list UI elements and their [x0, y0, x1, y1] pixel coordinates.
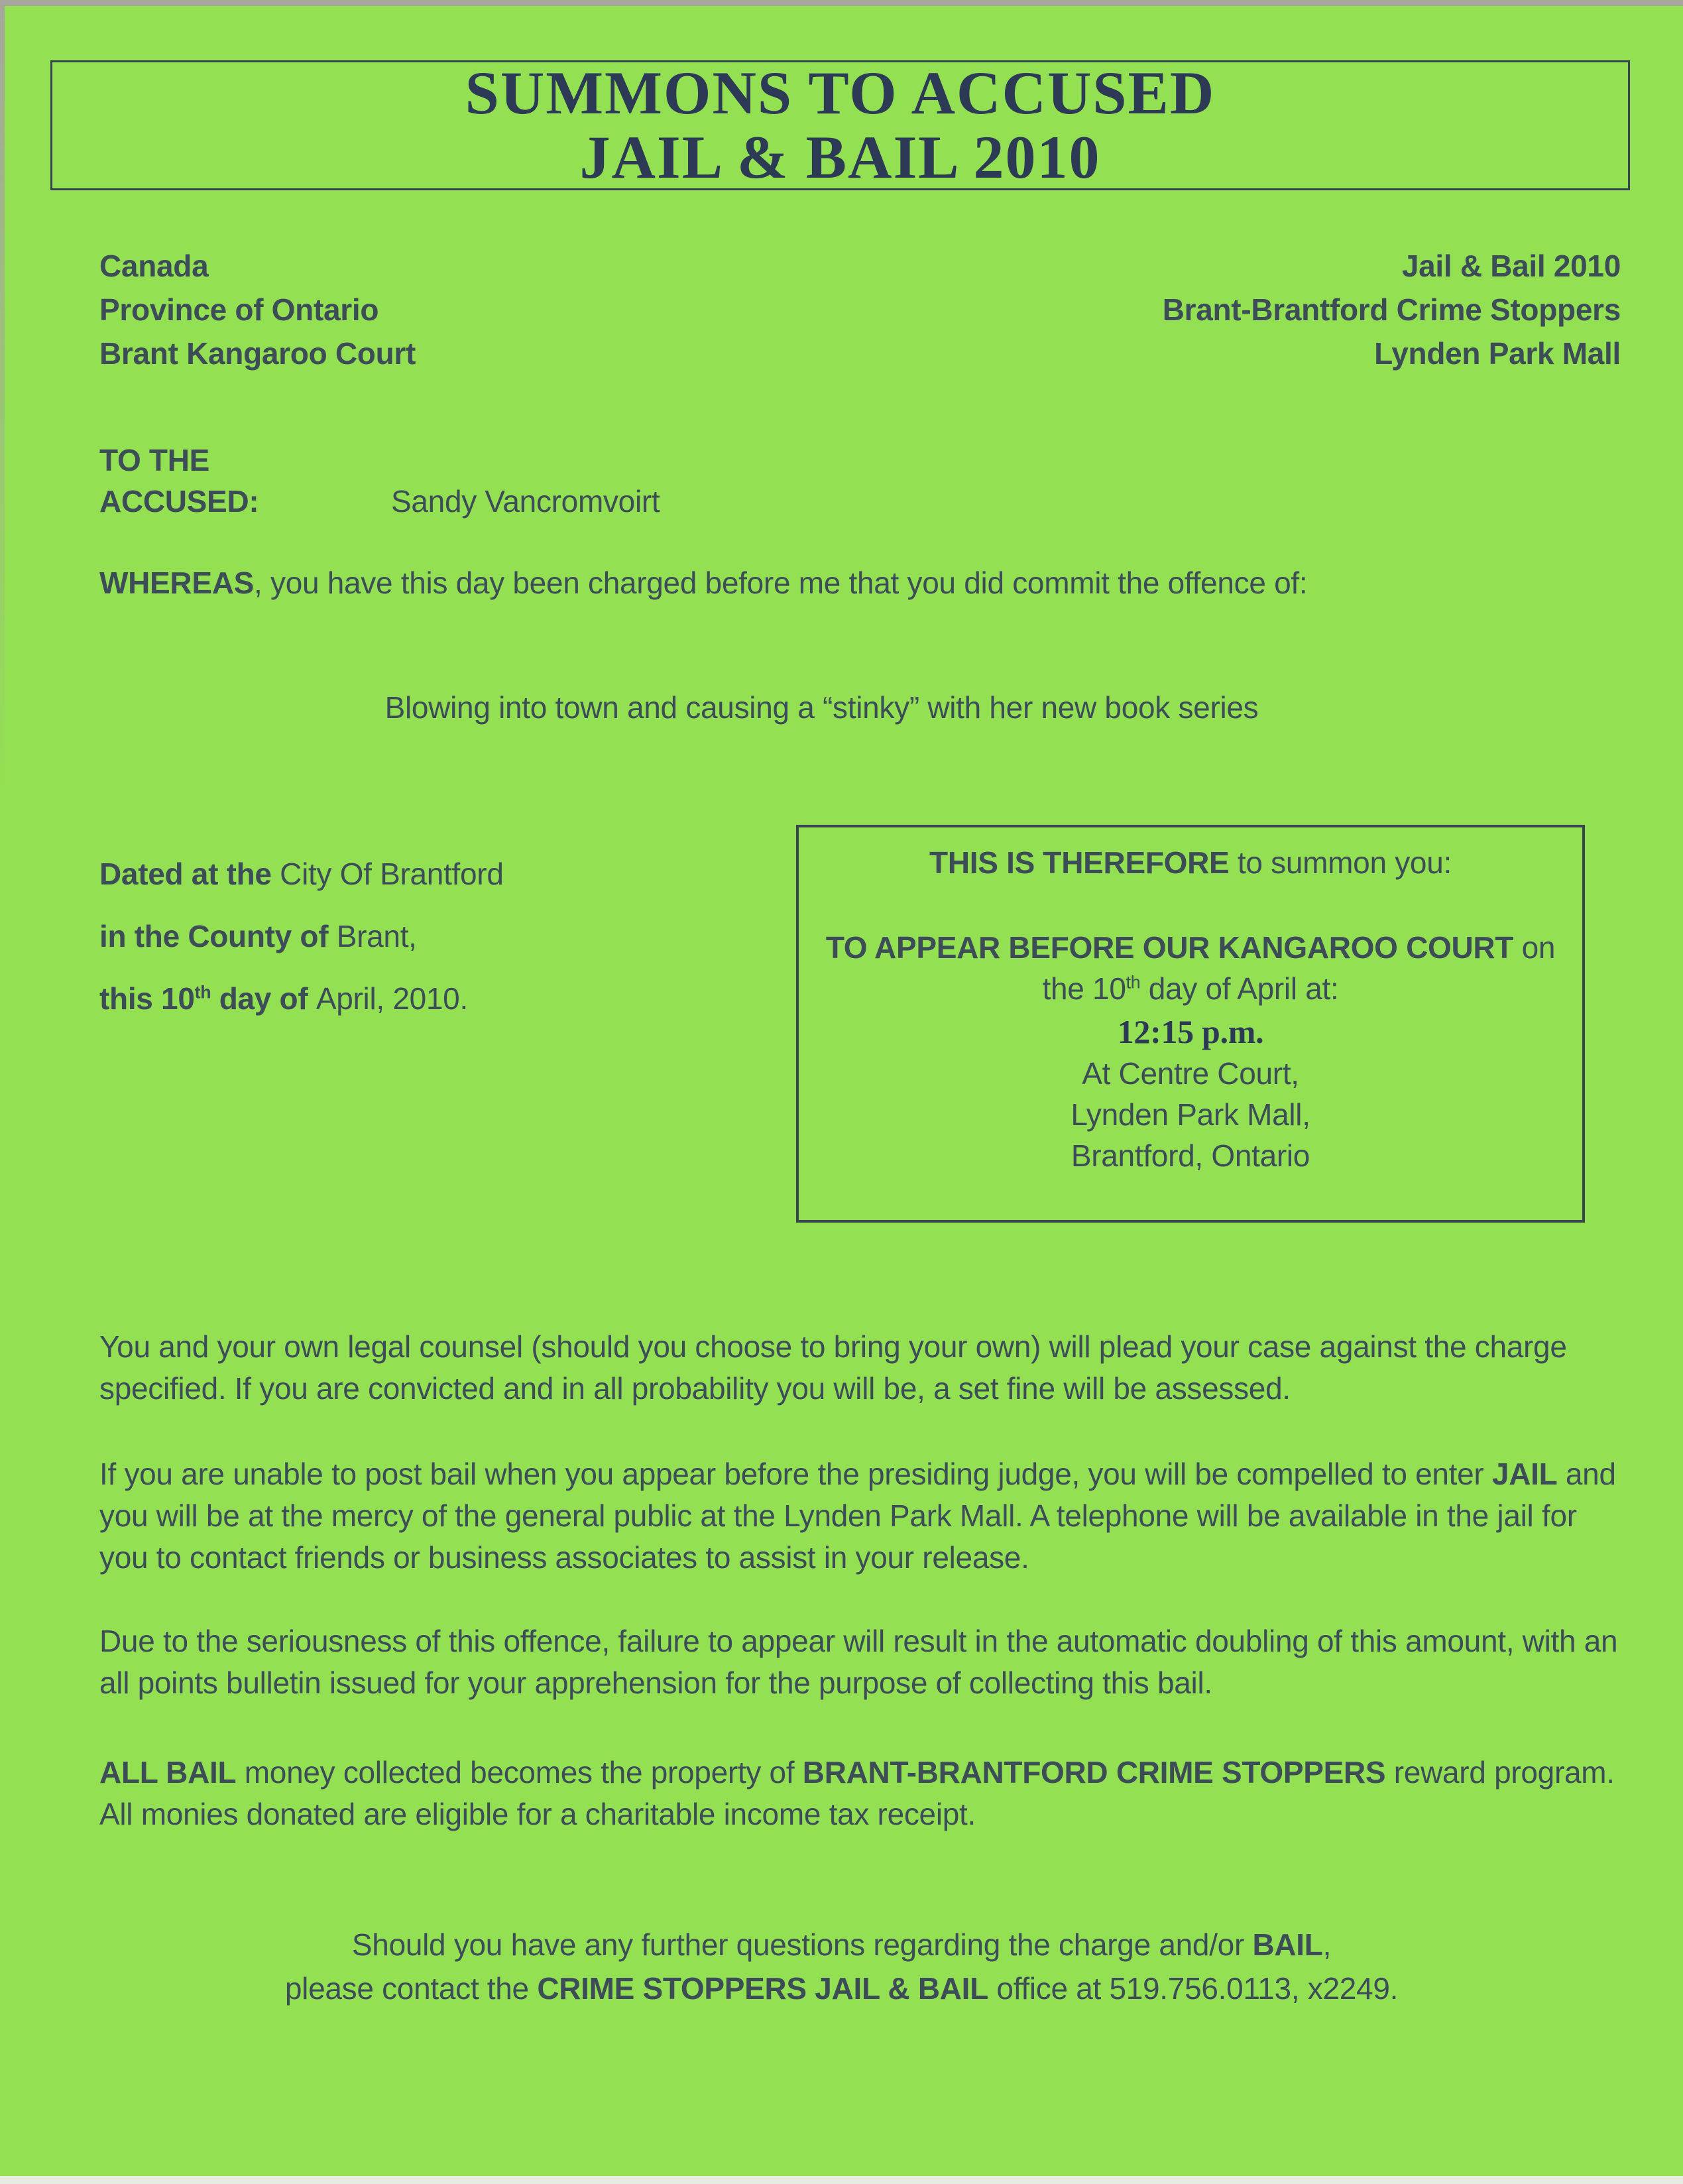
- accused-block: [99, 440, 660, 522]
- offence-description: Blowing into town and causing a “stinky” with her new book series: [384, 690, 1259, 725]
- summons-heading: THIS IS THEREFORE to summon you:: [929, 845, 1452, 880]
- summons-appear-line: TO APPEAR BEFORE OUR KANGAROO COURT on: [825, 930, 1556, 965]
- dated-line-date: this 10th day of April, 2010.: [99, 981, 468, 1016]
- jurisdiction-country: Canada: [99, 249, 209, 283]
- dated-line-county: in the County of Brant,: [99, 919, 417, 953]
- accused-heading-line-2: [99, 481, 660, 522]
- document-title-line-2: JAIL & BAIL 2010: [579, 123, 1101, 191]
- summons-venue-line-2: Lynden Park Mall,: [1071, 1097, 1310, 1132]
- dated-block: [99, 852, 504, 1039]
- footer-contact: [0, 1923, 1683, 2010]
- summons-date-line: the 10th day of April at:: [1042, 971, 1339, 1006]
- footer-line-2: please contact the CRIME STOPPERS JAIL & BAIL office at 519.756.0113, x2249.: [284, 1971, 1399, 2006]
- paragraph-legal-counsel: You and your own legal counsel (should you choose to bring your own) will plead your case against the charge specified. If you are convicted and in all probability you will be, a set fine will be assessed.: [99, 1329, 1567, 1406]
- summons-venue-line-3: Brantford, Ontario: [1071, 1138, 1310, 1173]
- document-title-line-1: SUMMONS TO ACCUSED: [465, 59, 1216, 127]
- scan-edge-bottom: [0, 2176, 1683, 2184]
- event-block: [1163, 244, 1621, 375]
- event-name: Jail & Bail 2010: [1401, 249, 1621, 283]
- event-organization: Brant-Brantford Crime Stoppers: [1162, 292, 1621, 327]
- jurisdiction-block: [99, 244, 416, 375]
- header-row: [99, 244, 1621, 375]
- whereas-clause: WHEREAS, you have this day been charged before me that you did commit the offence of:: [99, 566, 1308, 600]
- jurisdiction-court: Brant Kangaroo Court: [99, 336, 416, 371]
- summons-time: 12:15 p.m.: [1117, 1013, 1264, 1050]
- paragraph-bail-property: ALL BAIL money collected becomes the property of BRANT-BRANTFORD CRIME STOPPERS reward program. All monies donated are eligible for a charitable income tax receipt.: [99, 1755, 1615, 1831]
- scan-edge-top: [0, 0, 1683, 6]
- dated-line-city: Dated at the City Of Brantford: [99, 857, 504, 891]
- jurisdiction-province: Province of Ontario: [99, 292, 379, 327]
- scan-edge-left: [0, 0, 5, 796]
- paragraph-failure-to-appear: Due to the seriousness of this offence, failure to appear will result in the automatic doubling of this amount, with an all points bulletin issued for your apprehension for the purpose of collecting this bail.: [99, 1624, 1618, 1700]
- summons-venue-line-1: At Centre Court,: [1082, 1056, 1299, 1091]
- accused-label: ACCUSED:: [99, 484, 259, 518]
- footer-line-1: Should you have any further questions regarding the charge and/or BAIL,: [351, 1927, 1332, 1962]
- title-box: [50, 60, 1630, 190]
- summons-box: [796, 825, 1585, 1223]
- accused-name: Sandy Vancromvoirt: [391, 484, 660, 518]
- accused-heading-line-1: TO THE: [99, 443, 210, 477]
- paragraph-jail-terms: If you are unable to post bail when you appear before the presiding judge, you will be compelled to enter JAIL and you will be at the mercy of the general public at the Lynden Park Mall. A telephone will be available in the jail for you to contact friends or business associates to assist in your release.: [99, 1457, 1616, 1575]
- event-location: Lynden Park Mall: [1374, 336, 1621, 371]
